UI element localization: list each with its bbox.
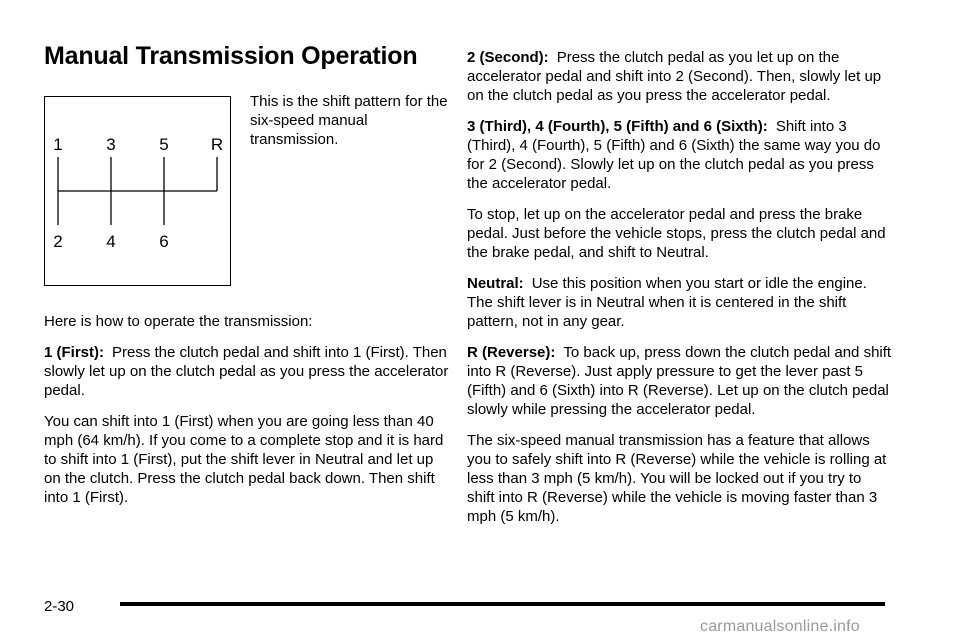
neutral-term: Neutral: [467, 275, 524, 292]
first-gear-term: 1 (First): [44, 344, 104, 361]
neutral-paragraph [467, 274, 892, 331]
gear-label-4: 4 [106, 232, 116, 251]
page-title: Manual Transmission Operation [44, 42, 418, 70]
reverse-feature-paragraph: The six-speed manual transmission has a feature that allows you to safely shift into R (Reverse) while the vehicle is rolling at less than 3 mph (5 km/h). You will be locked out if you try to shift into R (Reverse) while the vehicle is moving faster than 3 mph (5 km/h). [467, 432, 887, 525]
first-gear-note: You can shift into 1 (First) when you are going less than 40 mph (64 km/h). If you come to a complete stop and it is hard to shift into 1 (First), put the shift lever in Neutral and let up on the clutch. Press the clutch pedal back down. Then shift into 1 (First). [44, 413, 444, 506]
stop-paragraph: To stop, let up on the accelerator pedal and press the brake pedal. Just before the vehicle stops, press the clutch pedal and the brake pedal, and shift to Neutral. [467, 206, 886, 261]
right-column [467, 48, 892, 538]
page-number: 2-30 [44, 598, 75, 615]
higher-gears-paragraph [467, 117, 892, 193]
second-gear-paragraph [467, 48, 892, 105]
shift-pattern-svg [45, 97, 232, 287]
gear-label-6: 6 [159, 232, 169, 251]
lead-paragraph: Here is how to operate the transmission: [44, 313, 313, 330]
footer-rule [120, 602, 885, 606]
shift-pattern-diagram [44, 96, 231, 286]
gear-label-3: 3 [106, 135, 116, 154]
second-gear-text: Press the clutch pedal as you let up on the accelerator pedal and shift into 2 (Second). Then, slowly let up on the clutch pedal as you press the accelerator pedal. [467, 49, 882, 104]
left-column [44, 312, 454, 519]
gear-label-5: 5 [159, 135, 169, 154]
reverse-term: R (Reverse): [467, 344, 556, 361]
watermark-text: carmanualsonline.info [700, 618, 860, 635]
gear-label-2: 2 [53, 232, 63, 251]
second-gear-term: 2 (Second): [467, 49, 549, 66]
neutral-text: Use this position when you start or idle the engine. The shift lever is in Neutral when it is centered in the shift pattern, not in any gear. [467, 275, 867, 330]
gear-label-1: 1 [53, 135, 63, 154]
reverse-text: To back up, press down the clutch pedal and shift into R (Reverse). Just apply pressure to get the lever past 5 (Fifth) and 6 (Sixth) into R (Reverse). Let up on the clutch pedal slowly while pressing the accelerator pedal. [467, 344, 892, 418]
diagram-caption: This is the shift pattern for the six-speed manual transmission. [250, 93, 448, 148]
higher-gears-text: Shift into 3 (Third), 4 (Fourth), 5 (Fifth) and 6 (Sixth) the same way you do for 2 (Second). Slowly let up on the clutch pedal as you press the accelerator pedal. [467, 118, 881, 192]
reverse-paragraph [467, 343, 892, 419]
first-gear-paragraph [44, 343, 454, 400]
higher-gears-term: 3 (Third), 4 (Fourth), 5 (Fifth) and 6 (Sixth): [467, 118, 768, 135]
first-gear-text: Press the clutch pedal and shift into 1 (First). Then slowly let up on the clutch pedal as you press the accelerator pedal. [44, 344, 449, 399]
gear-label-r: R [210, 135, 224, 154]
